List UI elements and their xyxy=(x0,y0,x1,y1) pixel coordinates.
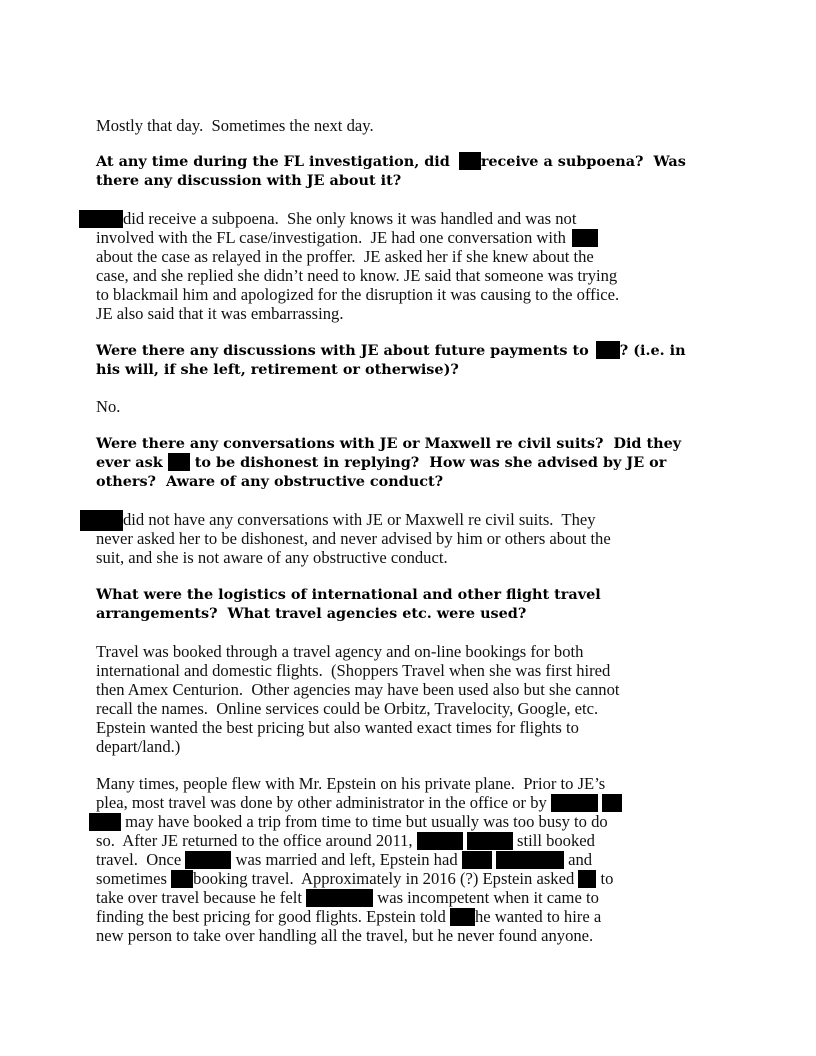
text: ? (i.e. in xyxy=(619,342,686,359)
redaction-box xyxy=(572,229,598,247)
text: Were there any discussions with JE about future payments to xyxy=(96,342,594,359)
text: recall the names. Online services could be Orbitz, Travelocity, Google, etc. xyxy=(96,699,599,718)
text: involved with the FL case/investigation. JE had one conversation with xyxy=(96,228,571,247)
text: Were there any conversations with JE or Maxwell re civil suits? Did they xyxy=(96,435,682,452)
redaction-box xyxy=(168,453,190,471)
question-line xyxy=(96,472,443,491)
text: JE also said that it was embarrassing. xyxy=(96,304,344,323)
redaction-box xyxy=(80,510,123,531)
redaction-box xyxy=(171,870,193,888)
text: suit, and she is not aware of any obstructive conduct. xyxy=(96,548,448,567)
redaction-box xyxy=(417,832,463,850)
answer-line xyxy=(96,907,601,926)
text: there any discussion with JE about it? xyxy=(96,172,402,189)
text: was incompetent when it came to xyxy=(373,888,599,907)
answer-line xyxy=(96,888,599,907)
redaction-box xyxy=(459,152,481,170)
answer-line xyxy=(96,228,598,247)
answer-line xyxy=(96,642,583,661)
answer-line xyxy=(89,812,608,831)
answer-line xyxy=(96,869,613,888)
text: receive a subpoena? Was xyxy=(480,153,686,170)
redaction-box xyxy=(578,870,596,888)
answer-line xyxy=(96,285,619,304)
text: case, and she replied she didn’t need to know. JE said that someone was trying xyxy=(96,266,618,285)
question-line xyxy=(96,171,401,190)
redaction-box xyxy=(596,341,620,359)
text: may have booked a trip from time to time but usually was too busy to do xyxy=(121,812,608,831)
text: new person to take over handling all the travel, but he never found anyone. xyxy=(96,926,594,945)
redaction-box xyxy=(89,813,121,831)
redaction-box xyxy=(602,794,622,812)
answer-line xyxy=(96,774,605,793)
text: plea, most travel was done by other administrator in the office or by xyxy=(96,793,551,812)
answer-line xyxy=(96,680,619,699)
text: did receive a subpoena. She only knows it was handled and was not xyxy=(123,209,577,228)
answer-line xyxy=(96,926,593,945)
answer-line xyxy=(96,529,611,548)
answer-line xyxy=(96,699,598,718)
text: Epstein wanted the best pricing but also wanted exact times for flights to xyxy=(96,718,579,737)
text: depart/land.) xyxy=(96,737,181,756)
answer-line xyxy=(96,116,374,135)
answer-line xyxy=(96,304,343,323)
text: What were the logistics of international and other flight travel xyxy=(96,586,601,603)
redaction-box xyxy=(462,851,492,869)
redaction-box xyxy=(185,851,231,869)
question-line xyxy=(96,152,686,171)
answer-line xyxy=(96,548,448,567)
text: international and domestic flights. (Shoppers Travel when she was first hired xyxy=(96,661,611,680)
text: finding the best pricing for good flights. Epstein told xyxy=(96,907,450,926)
text: was married and left, Epstein had xyxy=(231,850,462,869)
text: to xyxy=(596,869,614,888)
question-line xyxy=(96,453,666,472)
text: never asked her to be dishonest, and never advised by him or others about the xyxy=(96,529,611,548)
answer-line xyxy=(96,247,594,266)
text: did not have any conversations with JE or Maxwell re civil suits. They xyxy=(123,510,596,529)
text: arrangements? What travel agencies etc. were used? xyxy=(96,605,527,622)
question-line xyxy=(96,434,681,453)
text: ever ask xyxy=(96,454,168,471)
question-line xyxy=(96,341,686,360)
text: Mostly that day. Sometimes the next day. xyxy=(96,116,374,135)
text: take over travel because he felt xyxy=(96,888,307,907)
text: his will, if she left, retirement or otherwise)? xyxy=(96,361,459,378)
answer-line xyxy=(96,266,617,285)
text: booking travel. Approximately in 2016 (?) Epstein asked xyxy=(193,869,579,888)
redaction-box xyxy=(306,889,373,907)
question-line xyxy=(96,604,526,623)
text: so. After JE returned to the office around 2011, xyxy=(96,831,417,850)
question-line xyxy=(96,360,459,379)
redaction-box xyxy=(467,832,513,850)
text: then Amex Centurion. Other agencies may have been used also but she cannot xyxy=(96,680,620,699)
answer-line xyxy=(79,209,576,228)
question-line xyxy=(96,585,601,604)
text: to blackmail him and apologized for the disruption it was causing to the office. xyxy=(96,285,620,304)
text: travel. Once xyxy=(96,850,186,869)
redaction-box xyxy=(496,851,564,869)
text: others? Aware of any obstructive conduct? xyxy=(96,473,444,490)
redaction-box xyxy=(551,794,598,812)
answer-line xyxy=(96,397,120,416)
text: No. xyxy=(96,397,121,416)
text: Travel was booked through a travel agency and on-line bookings for both xyxy=(96,642,584,661)
answer-line xyxy=(96,737,180,756)
answer-line xyxy=(96,718,579,737)
text: about the case as relayed in the proffer. JE asked her if she knew about the xyxy=(96,247,594,266)
text: to be dishonest in replying? How was she advised by JE or xyxy=(189,454,667,471)
text: he wanted to hire a xyxy=(474,907,602,926)
answer-line xyxy=(96,850,592,869)
redaction-box xyxy=(450,908,475,926)
answer-line xyxy=(96,793,622,812)
text: At any time during the FL investigation, did xyxy=(96,153,455,170)
text: Many times, people flew with Mr. Epstein on his private plane. Prior to JE’s xyxy=(96,774,606,793)
text: sometimes xyxy=(96,869,172,888)
answer-line xyxy=(80,510,596,531)
text: still booked xyxy=(512,831,595,850)
answer-line xyxy=(96,831,595,850)
text: and xyxy=(563,850,593,869)
redaction-box xyxy=(79,210,123,228)
answer-line xyxy=(96,661,610,680)
